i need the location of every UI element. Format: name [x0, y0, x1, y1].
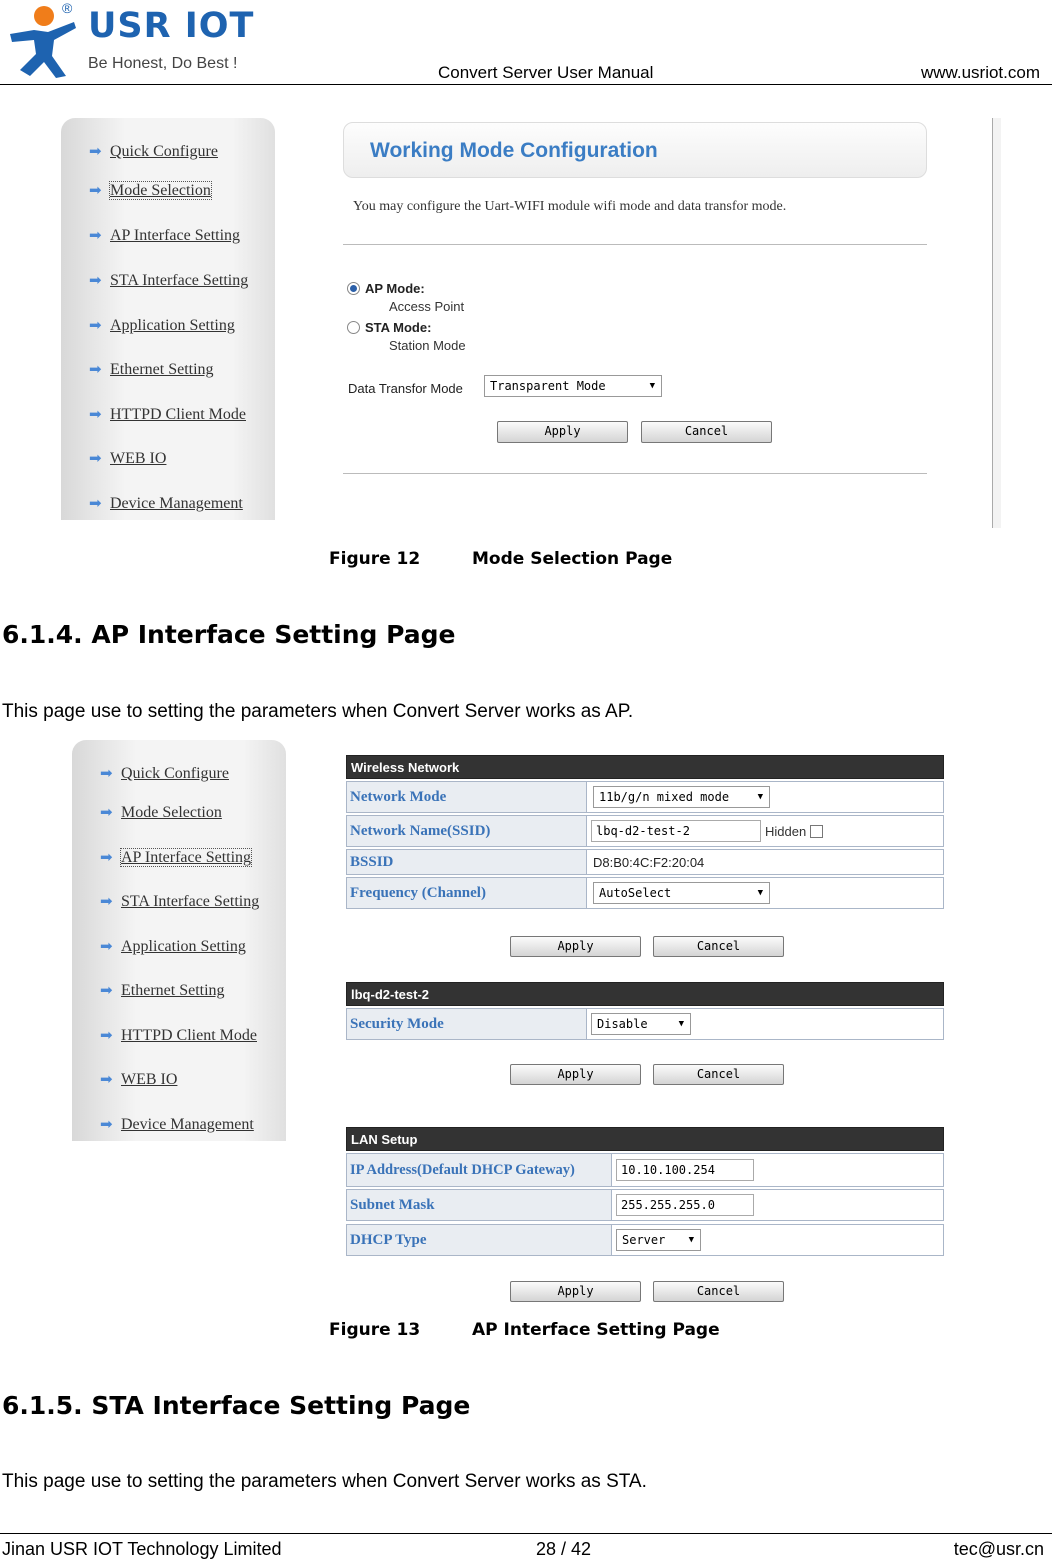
chevron-down-icon: ▼	[688, 1235, 694, 1245]
arrow-icon: ➡	[89, 451, 102, 467]
footer-divider	[0, 1533, 1052, 1534]
sidebar-item-ap-interface[interactable]: ➡ AP Interface Setting	[100, 849, 252, 866]
ip-address-row	[346, 1153, 944, 1187]
security-header: lbq-d2-test-2	[346, 982, 944, 1006]
footer-email[interactable]: tec@usr.cn	[953, 1539, 1044, 1559]
figure13-number: Figure 13	[329, 1320, 421, 1340]
arrow-icon: ➡	[100, 1028, 113, 1044]
sta-mode-radio[interactable]	[347, 321, 360, 334]
arrow-icon: ➡	[100, 766, 113, 782]
sidebar-item-httpd-client[interactable]: ➡ HTTPD Client Mode	[89, 406, 246, 423]
network-mode-select[interactable]: 11b/g/n mixed mode ▼	[593, 786, 770, 808]
apply-button[interactable]: Apply	[510, 1064, 641, 1085]
frequency-select[interactable]: AutoSelect ▼	[593, 882, 770, 904]
sta-mode-sub: Station Mode	[389, 338, 466, 353]
working-mode-panel-title: Working Mode Configuration	[343, 122, 927, 178]
lan-setup-header: LAN Setup	[346, 1127, 944, 1151]
bssid-row	[346, 849, 944, 875]
arrow-icon: ➡	[89, 496, 102, 512]
working-mode-description: You may configure the Uart-WIFI module wifi mode and data transfor mode.	[353, 199, 787, 214]
sidebar-item-mode-selection[interactable]: ➡ Mode Selection	[100, 804, 222, 821]
arrow-icon: ➡	[100, 939, 113, 955]
security-mode-select[interactable]: Disable ▼	[591, 1013, 691, 1035]
dhcp-type-label: DHCP Type	[347, 1225, 612, 1255]
chevron-down-icon: ▼	[649, 381, 655, 391]
arrow-icon: ➡	[100, 1117, 113, 1133]
fig13-sidebar	[72, 740, 286, 1141]
frequency-label: Frequency (Channel)	[347, 878, 587, 908]
logo-text: USR IOT	[88, 6, 255, 46]
sidebar-item-web-io[interactable]: ➡ WEB IO	[89, 450, 167, 467]
apply-button[interactable]: Apply	[497, 421, 628, 443]
sta-mode-label: STA Mode:	[365, 320, 432, 335]
footer-page-number: 28 / 42	[536, 1539, 592, 1559]
apply-button[interactable]: Apply	[510, 1281, 641, 1302]
ssid-label: Network Name(SSID)	[347, 816, 587, 846]
ip-address-input[interactable]: 10.10.100.254	[616, 1159, 754, 1181]
fig12-sidebar	[61, 118, 275, 520]
sidebar-item-quick-configure[interactable]: ➡ Quick Configure	[100, 765, 229, 782]
dhcp-type-row	[346, 1224, 944, 1256]
arrow-icon: ➡	[89, 228, 102, 244]
chevron-down-icon: ▼	[678, 1019, 684, 1029]
hidden-checkbox[interactable]	[810, 825, 823, 838]
arrow-icon: ➡	[89, 362, 102, 378]
sidebar-item-httpd-client[interactable]: ➡ HTTPD Client Mode	[100, 1027, 257, 1044]
sidebar-item-application[interactable]: ➡ Application Setting	[89, 317, 235, 334]
ap-mode-sub: Access Point	[389, 299, 465, 314]
bssid-label: BSSID	[347, 850, 587, 874]
figure12-number: Figure 12	[329, 549, 421, 569]
sidebar-item-ap-interface[interactable]: ➡ AP Interface Setting	[89, 227, 241, 244]
divider	[343, 473, 927, 474]
cancel-button[interactable]: Cancel	[641, 421, 772, 443]
sidebar-item-sta-interface[interactable]: ➡ STA Interface Setting	[89, 272, 249, 289]
section-paragraph: This page use to setting the parameters when Convert Server works as STA.	[2, 1471, 647, 1492]
scrollbar[interactable]	[992, 118, 1001, 528]
arrow-icon: ➡	[89, 144, 102, 160]
subnet-mask-row	[346, 1189, 944, 1221]
figure13-caption: AP Interface Setting Page	[472, 1320, 720, 1340]
security-mode-label: Security Mode	[347, 1009, 587, 1039]
ip-address-label: IP Address(Default DHCP Gateway)	[347, 1154, 612, 1186]
ap-mode-label: AP Mode:	[365, 281, 425, 296]
header-title: Convert Server User Manual	[438, 63, 654, 82]
transfer-mode-select[interactable]: Transparent Mode ▼	[484, 375, 662, 397]
sidebar-item-quick-configure[interactable]: ➡ Quick Configure	[89, 143, 218, 160]
arrow-icon: ➡	[89, 407, 102, 423]
hidden-label: Hidden	[765, 823, 807, 839]
chevron-down-icon: ▼	[757, 792, 763, 802]
figure12-caption: Mode Selection Page	[472, 549, 673, 569]
sidebar-item-device-management[interactable]: ➡ Device Management	[100, 1116, 254, 1133]
arrow-icon: ➡	[100, 894, 113, 910]
arrow-icon: ➡	[89, 183, 102, 199]
arrow-icon: ➡	[89, 273, 102, 289]
ssid-row	[346, 815, 944, 847]
arrow-icon: ➡	[89, 318, 102, 334]
bssid-value: D8:B0:4C:F2:20:04	[593, 854, 705, 870]
chevron-down-icon: ▼	[757, 888, 763, 898]
cancel-button[interactable]: Cancel	[653, 1281, 784, 1302]
wireless-network-header: Wireless Network	[346, 755, 944, 779]
cancel-button[interactable]: Cancel	[653, 1064, 784, 1085]
transfer-mode-label: Data Transfor Mode	[348, 381, 463, 396]
ssid-input[interactable]: lbq-d2-test-2	[591, 820, 761, 842]
security-mode-row	[346, 1008, 944, 1040]
arrow-icon: ➡	[100, 983, 113, 999]
sidebar-item-device-management[interactable]: ➡ Device Management	[89, 495, 243, 512]
sidebar-item-web-io[interactable]: ➡ WEB IO	[100, 1071, 178, 1088]
frequency-row	[346, 877, 944, 909]
sidebar-item-application[interactable]: ➡ Application Setting	[100, 938, 246, 955]
sidebar-item-ethernet[interactable]: ➡ Ethernet Setting	[100, 982, 225, 999]
sidebar-item-sta-interface[interactable]: ➡ STA Interface Setting	[100, 893, 260, 910]
logo-slogan: Be Honest, Do Best !	[88, 55, 238, 72]
arrow-icon: ➡	[100, 805, 113, 821]
arrow-icon: ➡	[100, 1072, 113, 1088]
section-heading-6-1-4: 6.1.4. AP Interface Setting Page	[2, 620, 456, 649]
arrow-icon: ➡	[100, 850, 113, 866]
subnet-mask-label: Subnet Mask	[347, 1190, 612, 1220]
header-url[interactable]: www.usriot.com	[920, 63, 1040, 82]
cancel-button[interactable]: Cancel	[653, 936, 784, 957]
header-divider	[0, 84, 1052, 85]
section-heading-6-1-5: 6.1.5. STA Interface Setting Page	[2, 1391, 471, 1420]
footer-company: Jinan USR IOT Technology Limited	[2, 1539, 282, 1559]
registered-mark: ®	[62, 0, 73, 16]
section-paragraph: This page use to setting the parameters when Convert Server works as AP.	[2, 701, 634, 722]
sidebar-item-mode-selection[interactable]: ➡ Mode Selection	[89, 182, 211, 199]
network-mode-row	[346, 781, 944, 813]
dhcp-type-select[interactable]: Server ▼	[616, 1229, 701, 1251]
apply-button[interactable]: Apply	[510, 936, 641, 957]
network-mode-label: Network Mode	[347, 782, 587, 812]
sidebar-item-ethernet[interactable]: ➡ Ethernet Setting	[89, 361, 214, 378]
ap-mode-radio[interactable]	[347, 282, 360, 295]
divider	[343, 244, 927, 245]
subnet-mask-input[interactable]: 255.255.255.0	[616, 1194, 754, 1216]
